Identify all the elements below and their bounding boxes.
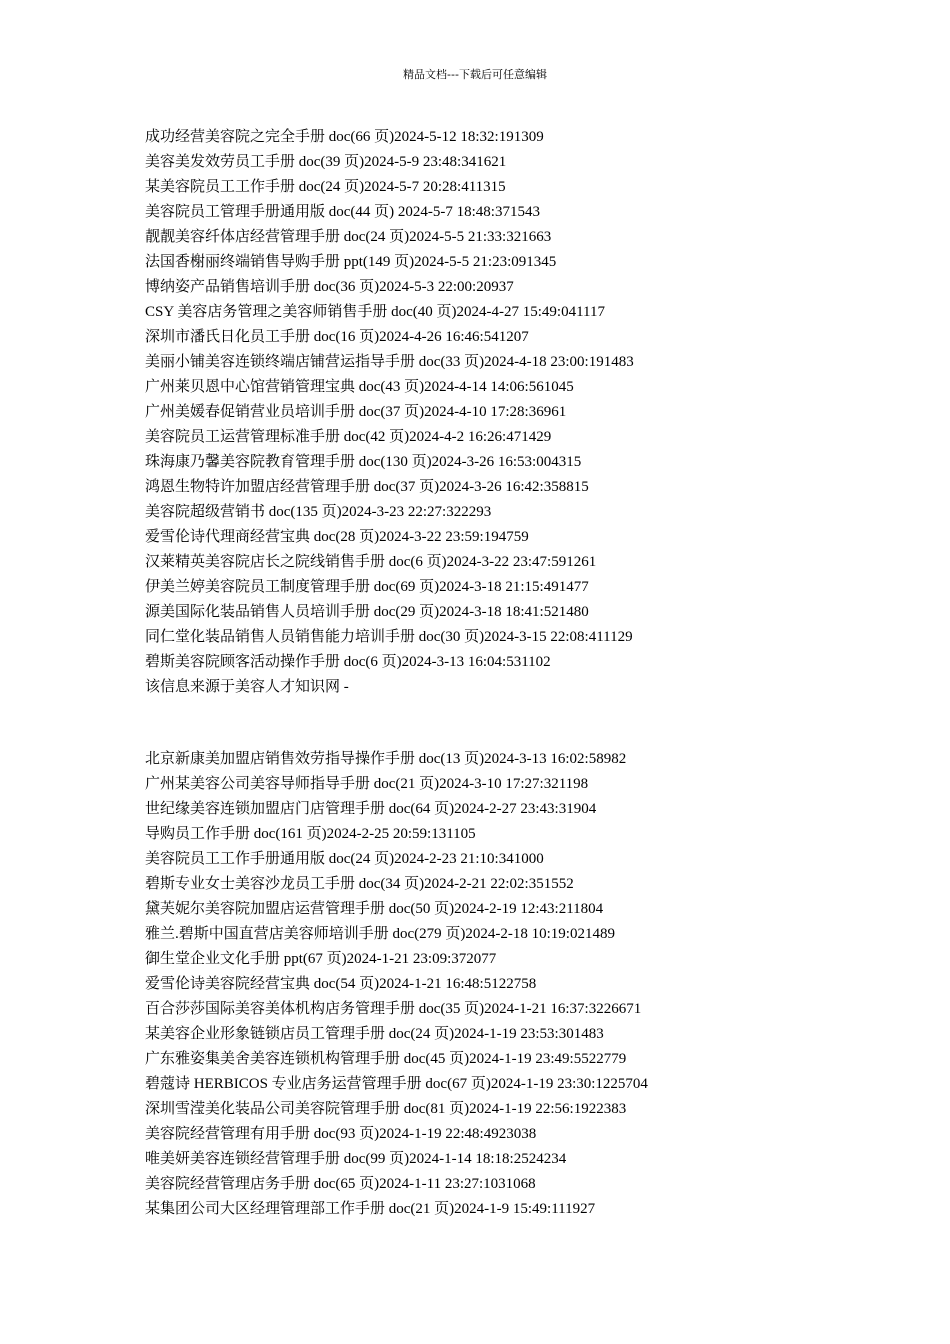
document-entry: 世纪缘美容连锁加盟店门店管理手册 doc(64 页)2024-2-27 23:43:31904 [145, 801, 597, 817]
document-entry: 某美容院员工工作手册 doc(24 页)2024-5-7 20:28:411315 [145, 179, 506, 195]
document-entry: 御生堂企业文化手册 ppt(67 页)2024-1-21 23:09:372077 [145, 951, 497, 967]
document-entry: 某美容企业形象链锁店员工管理手册 doc(24 页)2024-1-19 23:53:301483 [145, 1026, 604, 1042]
document-entry: 唯美妍美容连锁经营管理手册 doc(99 页)2024-1-14 18:18:2524234 [145, 1151, 567, 1167]
document-entry: 深圳市潘氏日化员工手册 doc(16 页)2024-4-26 16:46:541207 [145, 329, 529, 345]
document-entry: 美容院员工工作手册通用版 doc(24 页)2024-2-23 21:10:341000 [145, 851, 544, 867]
document-entry: 雅兰.碧斯中国直营店美容师培训手册 doc(279 页)2024-2-18 10:19:021489 [145, 926, 615, 942]
document-entry: 同仁堂化装品销售人员销售能力培训手册 doc(30 页)2024-3-15 22:08:411129 [145, 629, 633, 645]
document-entry: 广州美媛春促销营业员培训手册 doc(37 页)2024-4-10 17:28:36961 [145, 404, 567, 420]
document-entry: 博纳姿产品销售培训手册 doc(36 页)2024-5-3 22:00:20937 [145, 279, 514, 295]
document-entry: 广州莱贝恩中心馆营销管理宝典 doc(43 页)2024-4-14 14:06:561045 [145, 379, 574, 395]
document-entry: 爱雪伦诗代理商经营宝典 doc(28 页)2024-3-22 23:59:194759 [145, 529, 529, 545]
document-entry: 汉莱精英美容院店长之院线销售手册 doc(6 页)2024-3-22 23:47:591261 [145, 554, 597, 570]
document-entry: 美容院员工管理手册通用版 doc(44 页) 2024-5-7 18:48:371543 [145, 204, 540, 220]
document-entry: 美丽小铺美容连锁终端店铺营运指导手册 doc(33 页)2024-4-18 23:00:191483 [145, 354, 634, 370]
page-header: 精品文档---下载后可任意编辑 [403, 68, 547, 81]
document-entry: 法国香榭丽终端销售导购手册 ppt(149 页)2024-5-5 21:23:091345 [145, 254, 557, 270]
document-entry: 美容院超级营销书 doc(135 页)2024-3-23 22:27:322293 [145, 504, 492, 520]
document-entry: 美容院经营管理店务手册 doc(65 页)2024-1-11 23:27:1031068 [145, 1176, 536, 1192]
document-entry: 碧斯专业女士美容沙龙员工手册 doc(34 页)2024-2-21 22:02:351552 [145, 876, 574, 892]
document-entry: 靓靓美容纤体店经营管理手册 doc(24 页)2024-5-5 21:33:321663 [145, 229, 552, 245]
document-entry: 导购员工作手册 doc(161 页)2024-2-25 20:59:131105 [145, 826, 476, 842]
document-entry: 该信息来源于美容人才知识网 - [145, 679, 349, 695]
document-entry: 美容美发效劳员工手册 doc(39 页)2024-5-9 23:48:341621 [145, 154, 507, 170]
document-entry: 爱雪伦诗美容院经营宝典 doc(54 页)2024-1-21 16:48:5122758 [145, 976, 537, 992]
document-entry: 鸿恩生物特许加盟店经营管理手册 doc(37 页)2024-3-26 16:42:358815 [145, 479, 589, 495]
document-entry: 伊美兰婷美容院员工制度管理手册 doc(69 页)2024-3-18 21:15:491477 [145, 579, 589, 595]
document-entry: 美容院经营管理有用手册 doc(93 页)2024-1-19 22:48:4923038 [145, 1126, 537, 1142]
document-entry: 百合莎莎国际美容美体机构店务管理手册 doc(35 页)2024-1-21 16:37:3226671 [145, 1001, 642, 1017]
document-entry: 北京新康美加盟店销售效劳指导操作手册 doc(13 页)2024-3-13 16:02:58982 [145, 751, 627, 767]
document-list-second [145, 747, 648, 1222]
document-entry: 成功经营美容院之完全手册 doc(66 页)2024-5-12 18:32:191309 [145, 129, 544, 145]
document-entry: 广州某美容公司美容导师指导手册 doc(21 页)2024-3-10 17:27:321198 [145, 776, 589, 792]
document-entry: 源美国际化装品销售人员培训手册 doc(29 页)2024-3-18 18:41:521480 [145, 604, 589, 620]
document-list-first [145, 125, 634, 700]
document-entry: 深圳雪滢美化装品公司美容院管理手册 doc(81 页)2024-1-19 22:56:1922383 [145, 1101, 627, 1117]
document-entry: 碧斯美容院顾客活动操作手册 doc(6 页)2024-3-13 16:04:531102 [145, 654, 551, 670]
document-entry: 碧蔻诗 HERBICOS 专业店务运营管理手册 doc(67 页)2024-1-19 23:30:1225704 [145, 1076, 648, 1092]
document-entry: 黛芙妮尔美容院加盟店运营管理手册 doc(50 页)2024-2-19 12:43:211804 [145, 901, 604, 917]
document-entry: 广东雅姿集美舍美容连锁机构管理手册 doc(45 页)2024-1-19 23:49:5522779 [145, 1051, 627, 1067]
document-entry: CSY 美容店务管理之美容师销售手册 doc(40 页)2024-4-27 15:49:041117 [145, 304, 605, 320]
document-entry: 珠海康乃馨美容院教育管理手册 doc(130 页)2024-3-26 16:53:004315 [145, 454, 582, 470]
document-entry: 美容院员工运营管理标准手册 doc(42 页)2024-4-2 16:26:471429 [145, 429, 552, 445]
document-entry: 某集团公司大区经理管理部工作手册 doc(21 页)2024-1-9 15:49:111927 [145, 1201, 596, 1217]
